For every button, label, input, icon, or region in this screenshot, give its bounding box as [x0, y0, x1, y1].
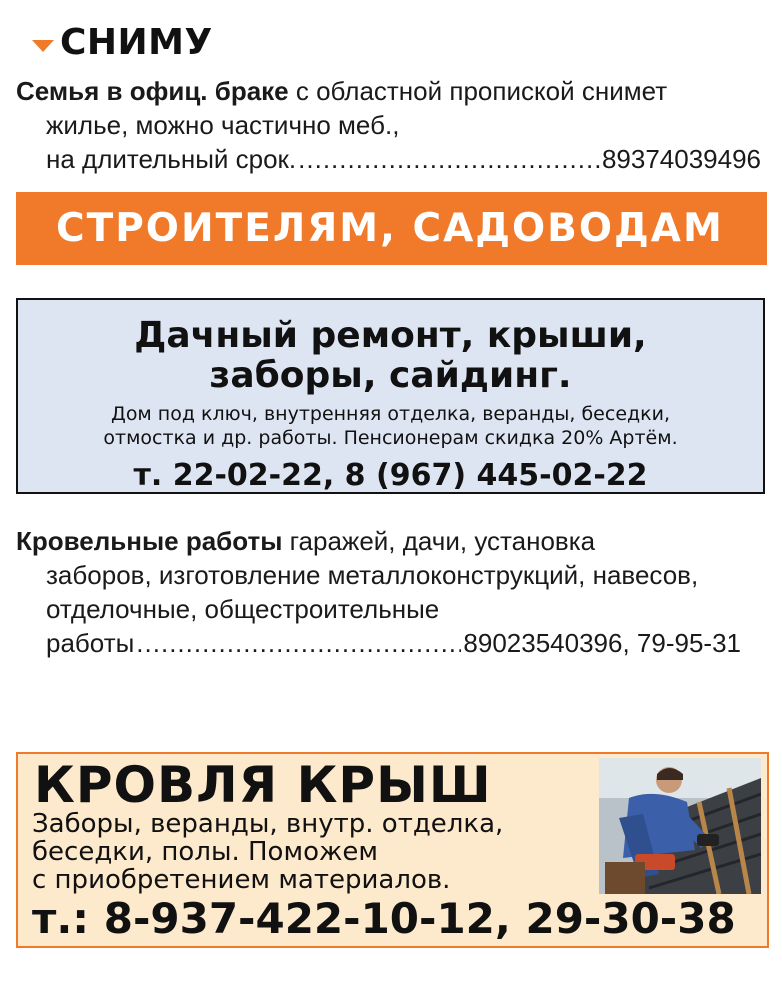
classified-lead: Кровельные работы [16, 526, 283, 556]
roof-ad [16, 752, 769, 948]
roof-ad-body-line: с приобретением материалов. [32, 865, 451, 895]
box-ad-title-line: заборы, сайдинг. [209, 355, 572, 396]
classified-line-with-phone [16, 142, 761, 176]
category-banner [16, 192, 767, 265]
roofing-classified [16, 524, 741, 660]
dot-leader [136, 626, 461, 660]
box-ad-dacha-repair [16, 298, 765, 494]
classified-text: на длительный срок. [46, 144, 297, 174]
box-ad-title [18, 316, 763, 396]
box-ad-title-line: Дачный ремонт, крыши, [134, 315, 647, 356]
classified-text: с областной пропиской снимет [288, 76, 668, 106]
roof-ad-body-line: Заборы, веранды, внутр. отделка, [32, 809, 504, 839]
roof-ad-phone: т.: 8-937-422-10-12, 29-30-38 [32, 894, 736, 943]
classified-text: работы [46, 628, 135, 658]
classified-line-with-phone [16, 626, 741, 660]
classified-line: отделочные, общестроительные [46, 594, 440, 624]
phone-number: 89023540396, 79-95-31 [463, 628, 741, 658]
roof-ad-body-line: беседки, полы. Поможем [32, 837, 379, 867]
classified-line: жилье, можно частично меб., [46, 110, 400, 140]
box-ad-body-line: отмостка и др. работы. Пенсионерам скидка 20% Артём. [103, 427, 678, 449]
classified-lead: Семья в офиц. браке [16, 76, 289, 106]
triangle-bullet-icon [32, 40, 54, 52]
classified-text: гаражей, дачи, установка [282, 526, 596, 556]
classified-line: заборов, изготовление металлоконструкций, навесов, [46, 560, 699, 590]
rent-classified [16, 74, 761, 176]
dot-leader [298, 142, 600, 176]
phone-number: 89374039496 [601, 144, 761, 174]
section-heading-rent [32, 22, 213, 63]
box-ad-body [18, 402, 763, 450]
section-heading-label: СНИМУ [60, 22, 213, 63]
roof-ad-body [32, 810, 503, 894]
category-banner-label: СТРОИТЕЛЯМ, САДОВОДАМ [56, 206, 724, 251]
box-ad-body-line: Дом под ключ, внутренняя отделка, веранды, беседки, [110, 403, 671, 425]
box-ad-phone: т. 22-02-22, 8 (967) 445-02-22 [133, 458, 648, 493]
roof-ad-title: КРОВЛЯ КРЫШ [34, 756, 492, 814]
roofer-photo [599, 758, 761, 894]
